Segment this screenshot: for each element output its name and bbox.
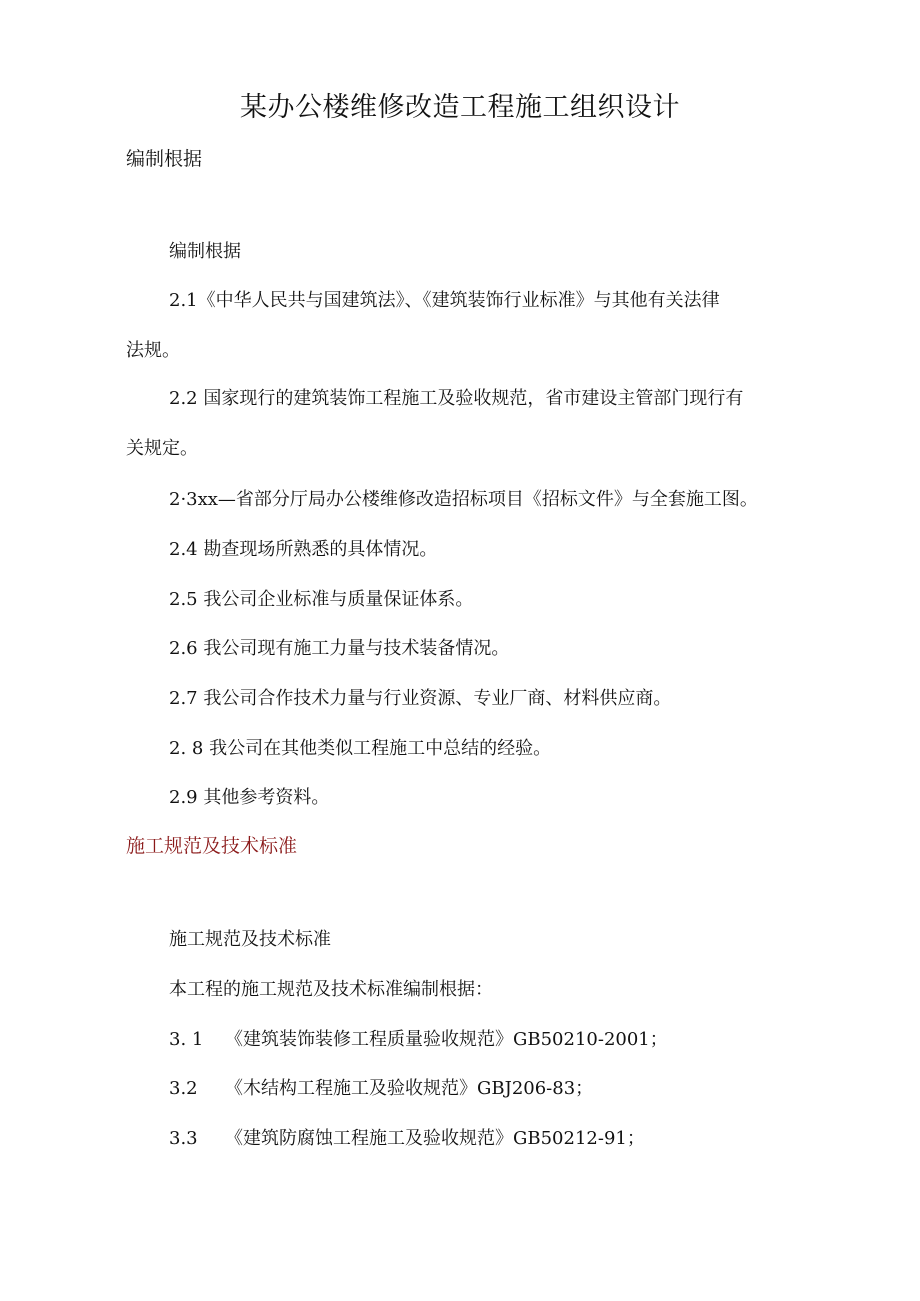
ref-text: 《建筑装饰装修工程质量验收规范》GB50210-2001；	[225, 1029, 668, 1050]
subheading-basis: 编制根据	[169, 241, 241, 262]
item-2-9: 2.9 其他参考资料。	[169, 787, 330, 808]
standards-intro: 本工程的施工规范及技术标准编制根据：	[169, 979, 493, 1000]
ref-number: 3. 1	[169, 1029, 204, 1050]
ref-text: 《建筑防腐蚀工程施工及验收规范》GB50212-91；	[225, 1128, 645, 1149]
ref-text: 《木结构工程施工及验收规范》GBJ206-83；	[225, 1078, 594, 1099]
ref-row	[169, 1124, 645, 1154]
ref-number: 3.2	[169, 1078, 198, 1099]
item-2-4: 2.4 勘查现场所熟悉的具体情况。	[169, 539, 438, 560]
ref-number: 3.3	[169, 1128, 198, 1149]
item-2-3: 2·3xx—省部分厅局办公楼维修改造招标项目《招标文件》与全套施工图。	[169, 489, 758, 510]
item-2-8: 2. 8 我公司在其他类似工程施工中总结的经验。	[169, 738, 552, 759]
item-2-1-line2: 法规。	[126, 340, 180, 361]
item-2-6: 2.6 我公司现有施工力量与技术装备情况。	[169, 638, 510, 659]
ref-row	[169, 1074, 593, 1104]
subheading-standards: 施工规范及技术标准	[169, 929, 331, 950]
item-2-7: 2.7 我公司合作技术力量与行业资源、专业厂商、材料供应商。	[169, 688, 672, 709]
ref-row	[169, 1025, 668, 1055]
section-heading-standards: 施工规范及技术标准	[126, 835, 298, 857]
item-2-5: 2.5 我公司企业标准与质量保证体系。	[169, 589, 474, 610]
section-heading-basis: 编制根据	[126, 148, 203, 170]
item-2-1-line1: 2.1《中华人民共与国建筑法》、《建筑装饰行业标准》与其他有关法律	[169, 290, 720, 311]
item-2-2-line2: 关规定。	[126, 438, 198, 459]
document-title: 某办公楼维修改造工程施工组织设计	[240, 92, 680, 123]
item-2-2-line1: 2.2 国家现行的建筑装饰工程施工及验收规范，省市建设主管部门现行有	[169, 388, 744, 409]
